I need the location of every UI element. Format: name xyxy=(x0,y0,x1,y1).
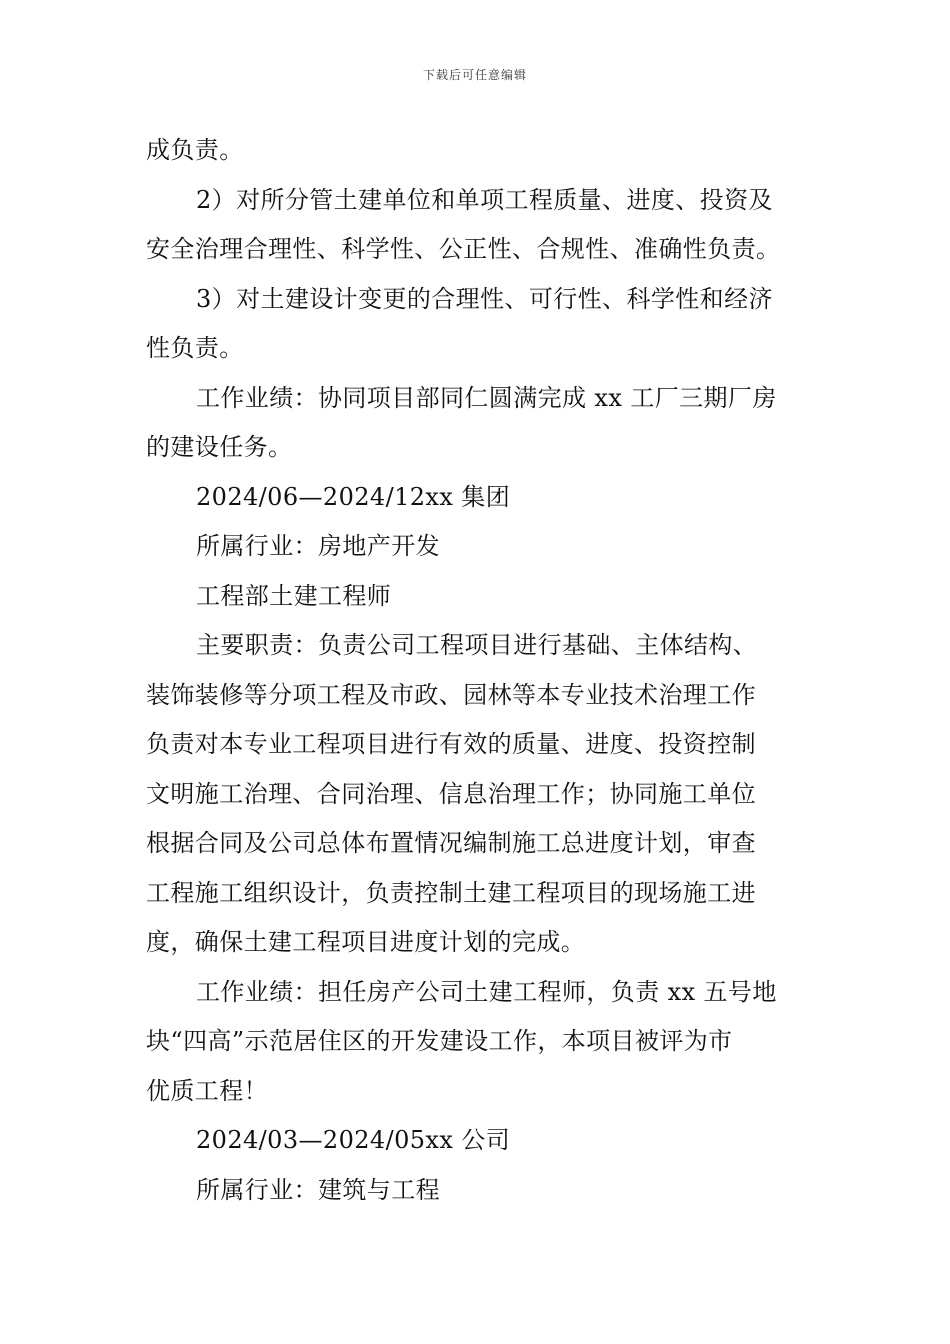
text-line: 所属行业：建筑与工程 xyxy=(196,1175,440,1204)
text-line: 块“四高”示范居住区的开发建设工作，本项目被评为市 xyxy=(146,1027,733,1055)
page-header: 下载后可任意编辑 xyxy=(422,68,527,82)
text-line: 根据合同及公司总体布置情况编制施工总进度计划，审查 xyxy=(146,829,756,857)
text-line: 2024/06—2024/12xx 集团 xyxy=(196,482,511,511)
text-line: 装饰装修等分项工程及市政、园林等本专业技术治理工作 xyxy=(146,680,756,709)
text-line: 2）对所分管土建单位和单项工程质量、进度、投资及 xyxy=(196,185,773,214)
text-line: 性负责。 xyxy=(146,334,244,362)
text-line: 的建设任务。 xyxy=(146,433,293,461)
text-line: 工作业绩：担任房产公司土建工程师，负责 xx 五号地 xyxy=(196,977,777,1006)
text-line: 主要职责：负责公司工程项目进行基础、主体结构、 xyxy=(196,631,758,659)
text-line: 所属行业：房地产开发 xyxy=(196,532,440,560)
text-line: 成负责。 xyxy=(146,136,244,164)
text-line: 度，确保土建工程项目进度计划的完成。 xyxy=(146,928,586,956)
text-line: 优质工程！ xyxy=(146,1076,268,1105)
text-line: 工程部土建工程师 xyxy=(196,581,392,610)
text-line: 工程施工组织设计，负责控制土建工程项目的现场施工进 xyxy=(146,878,756,907)
text-line: 2024/03—2024/05xx 公司 xyxy=(196,1126,511,1154)
text-line: 3）对土建设计变更的合理性、可行性、科学性和经济 xyxy=(196,284,773,313)
text-line: 安全治理合理性、科学性、公正性、合规性、准确性负责。 xyxy=(146,235,781,263)
text-line: 负责对本专业工程项目进行有效的质量、进度、投资控制 xyxy=(146,730,756,758)
document-body xyxy=(146,126,806,1215)
text-line: 文明施工治理、合同治理、信息治理工作；协同施工单位 xyxy=(146,779,756,808)
text-line: 工作业绩：协同项目部同仁圆满完成 xx 工厂三期厂房 xyxy=(196,383,777,412)
